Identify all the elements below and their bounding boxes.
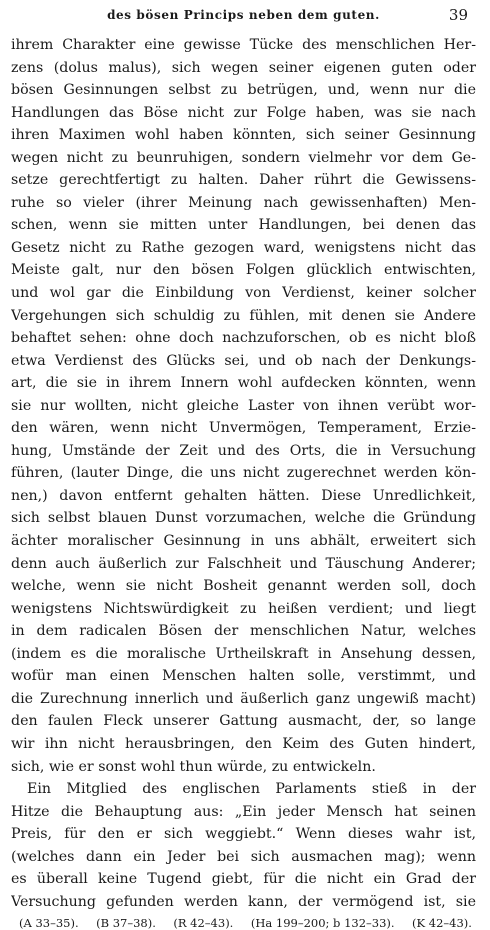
text-line: Gesetz nicht zu Rathe gezogen ward, wenigstens nicht das [11, 239, 476, 256]
text-line: und wol gar die Einbildung von Verdienst, keiner solcher [11, 285, 476, 302]
text-line: ihrem Charakter eine gewisse Tücke des menschlichen Her- [11, 37, 476, 53]
text-line: sich, wie er sonst wohl thun würde, zu entwickeln. [11, 758, 376, 775]
body-text [11, 34, 476, 913]
text-line: denn auch äußerlich zur Falschheit und Täuschung Anderer; [11, 555, 476, 572]
edition-references [11, 916, 476, 930]
text-line: bösen Gesinnungen selbst zu betrügen, und, wenn nur die [11, 82, 476, 99]
edition-reference: (K 42–43). [412, 916, 472, 930]
text-line: wir ihn nicht herausbringen, den Keim des Guten hindert, [11, 735, 476, 752]
text-line: etwa Verdienst des Glücks sei, und ob nach der Denkungs- [11, 352, 476, 369]
edition-reference: (A 33–35). [19, 916, 79, 930]
text-line: ächter moralischer Gesinnung in uns abhält, erweitert sich [11, 533, 476, 550]
edition-reference: (B 37–38). [96, 916, 156, 930]
text-line: Preis, für den er sich weggiebt.“ Wenn dieses wahr ist, [11, 826, 476, 843]
text-line: die Zurechnung innerlich und äußerlich ganz ungewiß macht) [11, 690, 476, 707]
running-head: des bösen Princips neben dem guten. [107, 8, 380, 22]
text-line: behaftet sehen: ohne doch nachzuforschen, ob es nicht bloß [11, 330, 476, 347]
text-line: setze gerechtfertigt zu halten. Daher rührt die Gewissens- [11, 172, 476, 189]
text-line: schen, wenn sie mitten unter Handlungen, bei denen das [11, 217, 476, 234]
text-line: wenigstens Nichtswürdigkeit zu heißen verdient; und liegt [11, 600, 476, 617]
text-line: es überall keine Tugend giebt, für die nicht ein Grad der [11, 871, 476, 888]
text-line: den faulen Fleck unserer Gattung ausmacht, der, so lange [11, 713, 476, 730]
text-line: Meiste galt, nur den bösen Folgen glücklich entwischten, [11, 262, 476, 279]
text-line: in dem radicalen Bösen der menschlichen Natur, welches [11, 623, 476, 640]
text-line: Handlungen das Böse nicht zur Folge haben, was sie nach [11, 104, 476, 121]
text-line: wofür man einen Menschen halten solle, verstimmt, und [11, 668, 476, 685]
page-number: 39 [448, 6, 468, 24]
text-line: ruhe so vieler (ihrer Meinung nach gewissenhaften) Men- [11, 194, 476, 211]
text-line: zens (dolus malus), sich wegen seiner eigenen guten oder [11, 59, 476, 76]
text-line: (indem es die moralische Urtheilskraft in Ansehung dessen, [11, 645, 476, 662]
text-line: welche, wenn sie nicht Bosheit genannt werden soll, doch [11, 578, 476, 595]
text-line: art, die sie in ihrem Innern wohl aufdecken könnten, wenn [11, 375, 476, 392]
text-line: den wären, wenn nicht Unvermögen, Temperament, Erzie- [11, 420, 476, 437]
text-line: sich selbst blauen Dunst vorzumachen, welche die Gründung [11, 510, 476, 527]
text-line: Vergehungen sich schuldig zu fühlen, mit denen sie Andere [11, 307, 476, 324]
text-line: Ein Mitglied des englischen Parlaments stieß in der [27, 781, 476, 798]
text-line: wegen nicht zu beunruhigen, sondern vielmehr vor dem Ge- [11, 149, 476, 166]
text-line: nen,) davon entfernt gehalten hätten. Diese Unredlichkeit, [11, 487, 476, 504]
edition-reference: (R 42–43). [173, 916, 234, 930]
edition-reference: (Ha 199–200; b 132–33). [250, 916, 395, 930]
text-line: hung, Umstände der Zeit und des Orts, die in Versuchung [11, 442, 476, 459]
text-line: ihren Maximen wohl haben könnten, sich seiner Gesinnung [11, 127, 476, 144]
text-line: Versuchung gefunden werden kann, der vermögend ist, sie [11, 893, 476, 910]
text-line: sie nur wollten, nicht gleiche Laster von ihnen verübt wor- [11, 397, 476, 414]
text-line: (welches dann ein Jeder bei sich ausmachen mag); wenn [11, 848, 476, 865]
text-line: führen, (lauter Dinge, die uns nicht zugerechnet werden kön- [11, 465, 476, 482]
text-line: Hitze die Behauptung aus: „Ein jeder Mensch hat seinen [11, 803, 476, 820]
page-header [11, 0, 476, 30]
